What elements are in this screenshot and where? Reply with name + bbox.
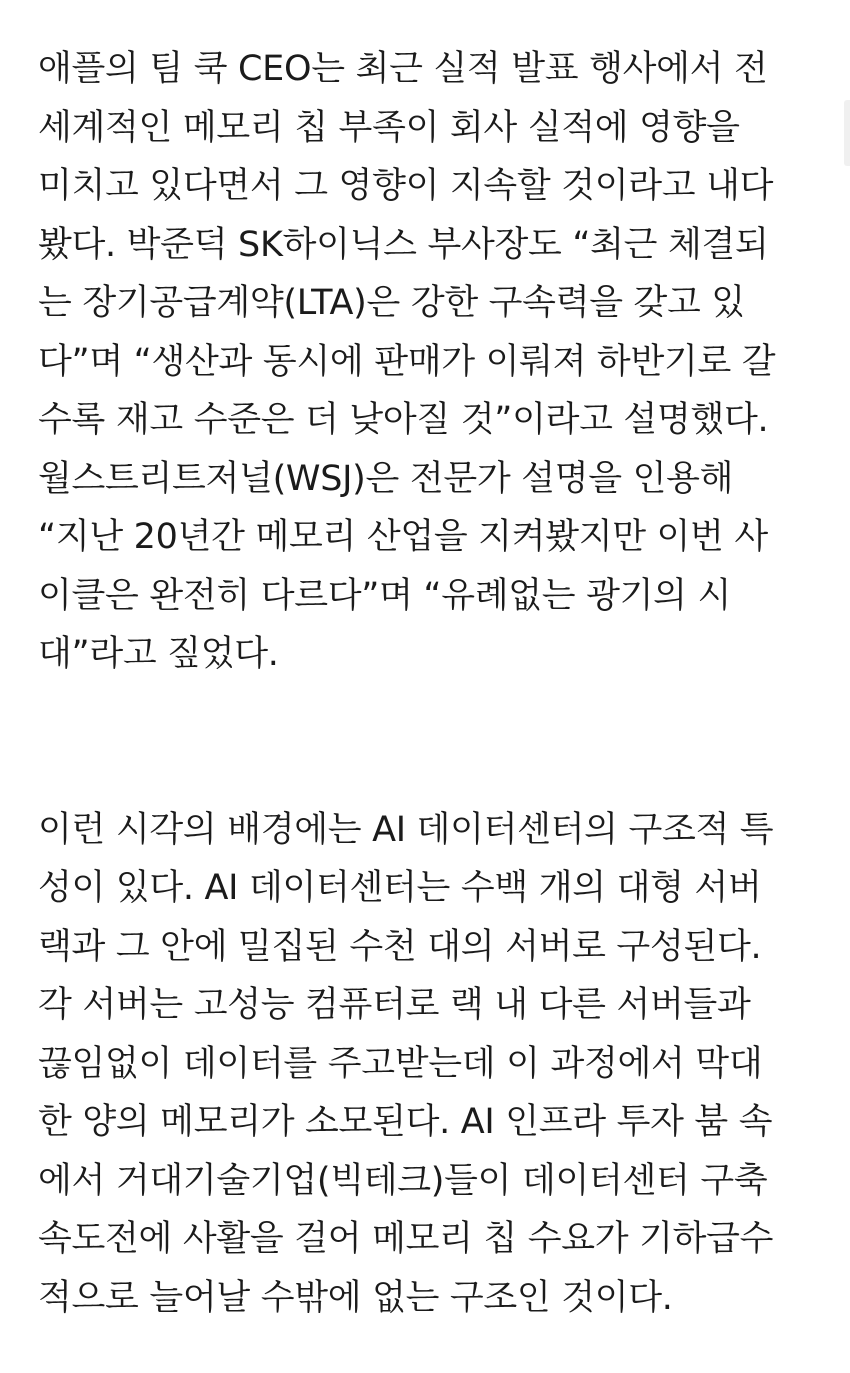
paragraph-1 — [38, 40, 818, 684]
text-line: 이클은 완전히 다르다”며 “유례없는 광기의 시 — [38, 575, 731, 616]
text-line: 대”라고 짚었다. — [38, 634, 279, 674]
scrollbar-thumb[interactable] — [844, 100, 850, 166]
text-line: 각 서버는 고성능 컴퓨터로 랙 내 다른 서버들과 — [38, 985, 751, 1025]
paragraph-2 — [38, 801, 818, 1328]
text-line: 에서 거대기술기업(빅테크)들이 데이터센터 구축 — [38, 1160, 768, 1201]
paragraph-spacer — [38, 684, 818, 801]
article-body — [38, 40, 818, 1327]
text-line: 수록 재고 수준은 더 낮아질 것”이라고 설명했다. — [38, 400, 769, 440]
text-line: 는 장기공급계약(LTA)은 강한 구속력을 갖고 있 — [38, 283, 745, 323]
text-line: 봤다. 박준덕 SK하이닉스 부사장도 “최근 체결되 — [38, 224, 769, 265]
text-line: 속도전에 사활을 걸어 메모리 칩 수요가 기하급수 — [38, 1219, 774, 1259]
text-line: 다”며 “생산과 동시에 판매가 이뤄져 하반기로 갈 — [38, 341, 776, 382]
text-line: 끊임없이 데이터를 주고받는데 이 과정에서 막대 — [38, 1043, 763, 1084]
text-line: 성이 있다. AI 데이터센터는 수백 개의 대형 서버 — [38, 868, 762, 908]
text-line: 월스트리트저널(WSJ)은 전문가 설명을 인용해 — [38, 458, 734, 499]
text-line: 애플의 팀 쿡 CEO는 최근 실적 발표 행사에서 전 — [38, 49, 768, 89]
text-line: 이런 시각의 배경에는 AI 데이터센터의 구조적 특 — [38, 809, 774, 850]
text-line: 세계적인 메모리 칩 부족이 회사 실적에 영향을 — [38, 107, 740, 148]
text-line: 한 양의 메모리가 소모된다. AI 인프라 투자 붐 속 — [38, 1102, 773, 1142]
text-line: 적으로 늘어날 수밖에 없는 구조인 것이다. — [38, 1277, 673, 1318]
text-line: “지난 20년간 메모리 산업을 지켜봤지만 이번 사 — [38, 517, 768, 557]
text-line: 랙과 그 안에 밀집된 수천 대의 서버로 구성된다. — [38, 926, 762, 967]
text-line: 미치고 있다면서 그 영향이 지속할 것이라고 내다 — [38, 166, 774, 206]
